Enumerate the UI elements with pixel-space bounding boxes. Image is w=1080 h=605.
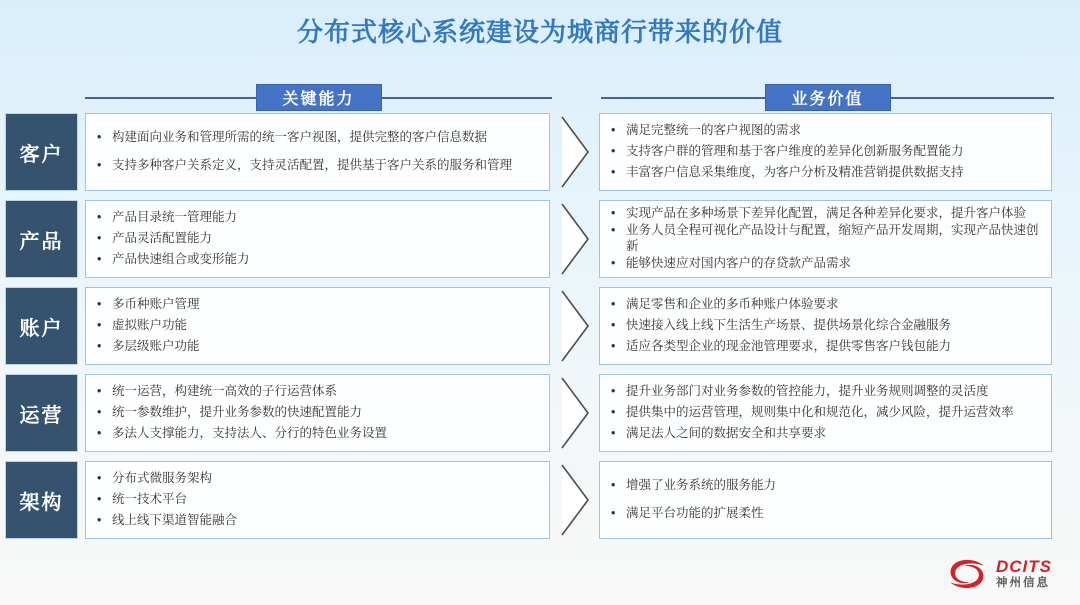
arrow-icon (556, 200, 594, 278)
arrow-icon (556, 374, 594, 452)
bullet-item: • 满足零售和企业的多币种账户体验要求 (600, 297, 1045, 313)
bullet-item: • 统一运营，构建统一高效的子行运营体系 (86, 384, 543, 400)
category-label: 客户 (5, 113, 78, 191)
logo-company: 神州信息 (996, 577, 1050, 590)
values-list (600, 114, 1051, 190)
category-label: 运营 (5, 374, 78, 452)
bullet-item: • 适应各类型企业的现金池管理要求，提供零售客户钱包能力 (600, 339, 1045, 355)
bullet-item: • 线上线下渠道智能融合 (86, 513, 543, 529)
values-box (599, 200, 1052, 278)
values-list (600, 375, 1051, 451)
value-row (5, 200, 1052, 278)
capabilities-list (86, 462, 549, 538)
bullet-item: • 快速接入线上线下生活生产场景、提供场景化综合金融服务 (600, 318, 1045, 334)
bullet-item: • 增强了业务系统的服务能力 (600, 478, 1045, 494)
category-label: 产品 (5, 200, 78, 278)
value-row (5, 113, 1052, 191)
value-row (5, 374, 1052, 452)
bullet-item: • 实现产品在多种场景下差异化配置，满足各种差异化要求，提升客户体验 (600, 206, 1045, 222)
capabilities-list (86, 201, 549, 277)
arrow-icon (556, 461, 594, 539)
bullet-item: • 多层级账户功能 (86, 339, 543, 355)
values-box (599, 287, 1052, 365)
bullet-item: • 提升业务部门对业务参数的管控能力，提升业务规则调整的灵活度 (600, 384, 1045, 400)
capabilities-box (85, 200, 550, 278)
header-spacer (5, 84, 85, 111)
bullet-item: • 产品快速组合或变形能力 (86, 252, 543, 268)
bullet-item: • 满足平台功能的扩展柔性 (600, 506, 1045, 522)
logo-text (996, 558, 1052, 589)
arrow-icon (556, 287, 594, 365)
bullet-item: • 统一技术平台 (86, 492, 543, 508)
capabilities-list (86, 114, 549, 190)
bullet-item: • 满足完整统一的客户视图的需求 (600, 123, 1045, 139)
capabilities-box (85, 113, 550, 191)
values-box (599, 461, 1052, 539)
bullet-item: • 统一参数维护，提升业务参数的快速配置能力 (86, 405, 543, 421)
page-title: 分布式核心系统建设为城商行带来的价值 (296, 17, 783, 47)
header-right-area (601, 84, 1054, 111)
capabilities-box (85, 287, 550, 365)
values-box (599, 374, 1052, 452)
value-row (5, 287, 1052, 365)
bullet-item: • 支持多种客户关系定义，支持灵活配置，提供基于客户关系的服务和管理 (86, 158, 543, 174)
header-business-value: 业务价值 (764, 84, 890, 111)
capabilities-box (85, 461, 550, 539)
header-key-capabilities: 关键能力 (255, 84, 381, 111)
header-left-area (85, 84, 552, 111)
values-box (599, 113, 1052, 191)
arrow-icon (556, 113, 594, 191)
bullet-item: • 业务人员全程可视化产品设计与配置，缩短产品开发周期，实现产品快速创新 (600, 223, 1045, 254)
bullet-item: • 虚拟账户功能 (86, 318, 543, 334)
dcits-swirl-icon (944, 555, 990, 593)
rows-container (5, 113, 1052, 539)
bullet-item: • 满足法人之间的数据安全和共享要求 (600, 426, 1045, 442)
bullet-item: • 丰富客户信息采集维度，为客户分析及精准营销提供数据支持 (600, 165, 1045, 181)
category-label: 账户 (5, 287, 78, 365)
logo-brand: DCITS (996, 557, 1052, 577)
bullet-item: • 产品灵活配置能力 (86, 231, 543, 247)
bullet-item: • 支持客户群的管理和基于客户维度的差异化创新服务配置能力 (600, 144, 1045, 160)
value-row (5, 461, 1052, 539)
capabilities-list (86, 375, 549, 451)
column-headers (5, 84, 1054, 111)
values-list (600, 288, 1051, 364)
bullet-item: • 分布式微服务架构 (86, 471, 543, 487)
capabilities-box (85, 374, 550, 452)
values-list (600, 462, 1051, 538)
category-label: 架构 (5, 461, 78, 539)
bullet-item: • 多法人支撑能力，支持法人、分行的特色业务设置 (86, 426, 543, 442)
bullet-item: • 构建面向业务和管理所需的统一客户视图，提供完整的客户信息数据 (86, 130, 543, 146)
bullet-item: • 提供集中的运营管理，规则集中化和规范化，减少风险，提升运营效率 (600, 405, 1045, 421)
bullet-item: • 多币种账户管理 (86, 297, 543, 313)
bullet-item: • 产品目录统一管理能力 (86, 210, 543, 226)
dcits-logo (944, 555, 1052, 593)
bullet-item: • 能够快速应对国内客户的存贷款产品需求 (600, 256, 1045, 272)
values-list (600, 201, 1051, 277)
capabilities-list (86, 288, 549, 364)
